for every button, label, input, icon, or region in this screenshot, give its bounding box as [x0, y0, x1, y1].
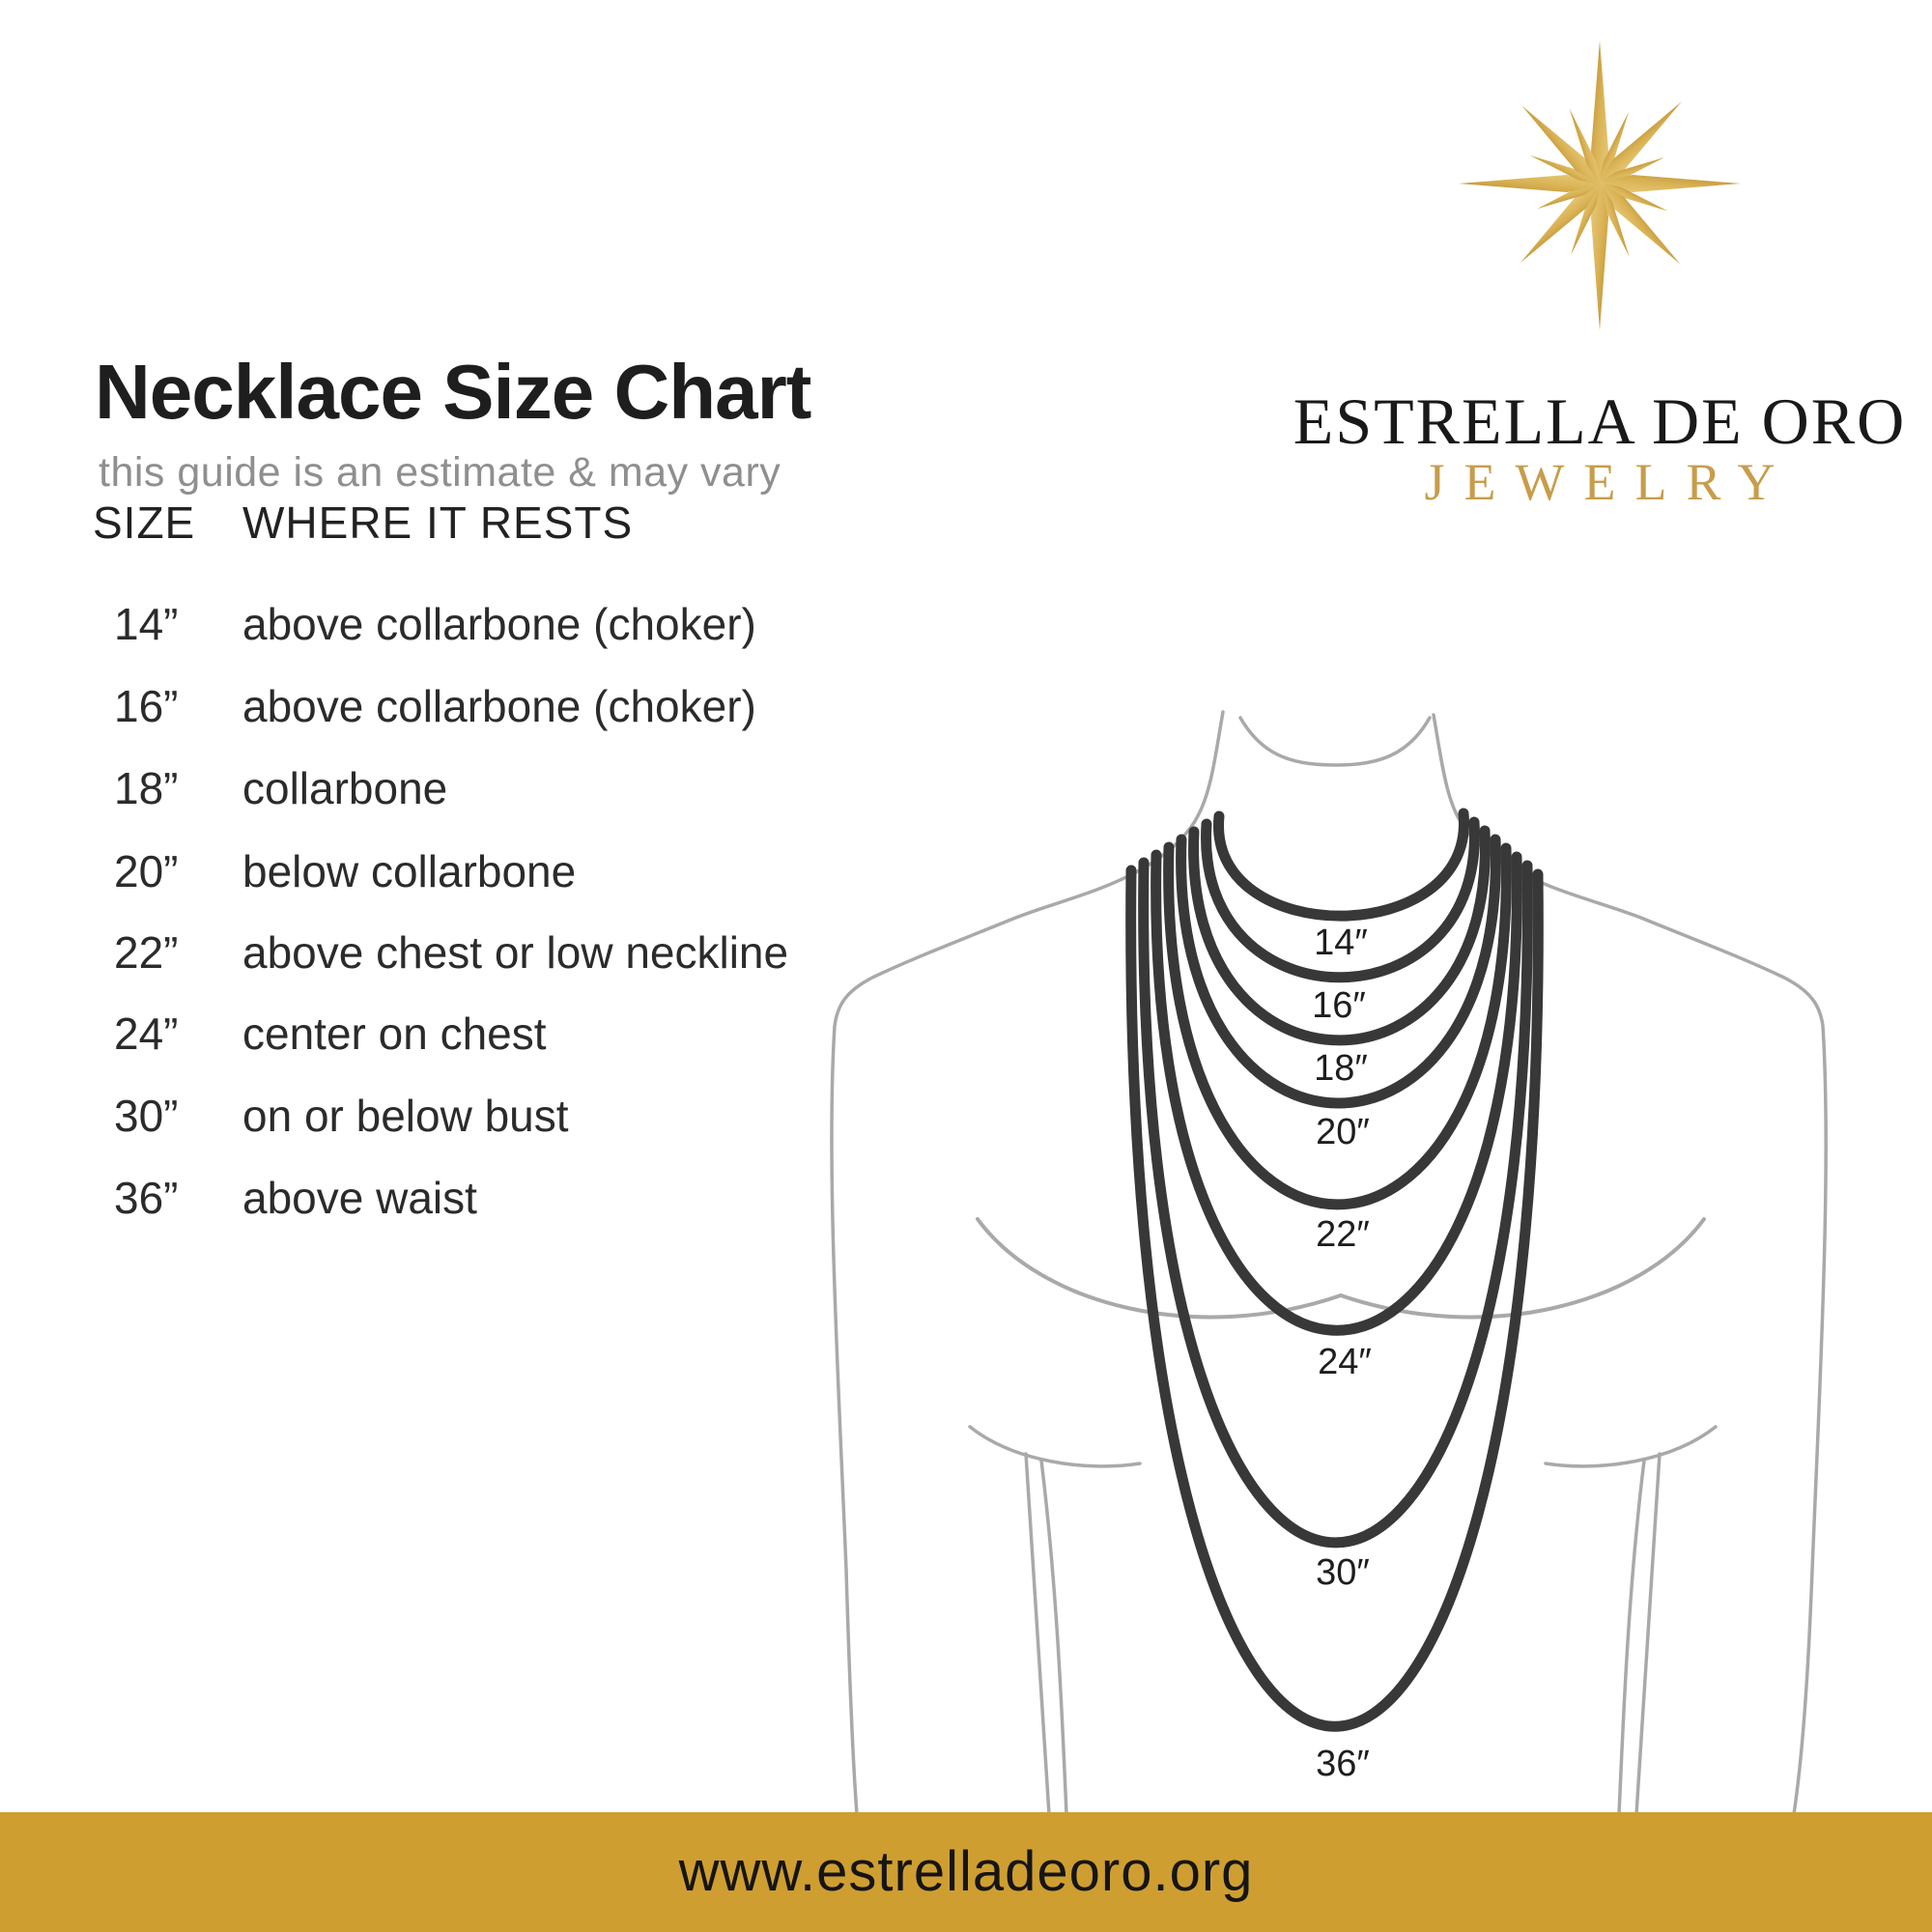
size-value: 16”	[114, 681, 179, 731]
rest-value: above chest or low neckline	[242, 927, 789, 978]
rest-value: above waist	[242, 1173, 477, 1223]
necklace-label-24: 24″	[1318, 1342, 1372, 1382]
rest-value: above collarbone (choker)	[242, 599, 756, 649]
brand-name: ESTRELLA DE ORO	[1293, 384, 1907, 458]
necklace-label-30: 30″	[1316, 1552, 1370, 1593]
necklace-loop-14	[1218, 813, 1463, 916]
size-value: 14”	[114, 599, 179, 649]
necklace-label-14: 14″	[1314, 923, 1368, 963]
table-header-size: SIZE	[93, 497, 196, 548]
website-url: www.estrelladeoro.org	[678, 1840, 1254, 1903]
rest-value: center on chest	[242, 1009, 547, 1059]
size-value: 24”	[114, 1009, 179, 1059]
size-value: 30”	[114, 1091, 179, 1141]
necklace-label-20: 20″	[1316, 1112, 1370, 1152]
size-value: 20”	[114, 846, 179, 896]
rest-value: on or below bust	[242, 1091, 569, 1141]
starburst-icon	[1459, 41, 1741, 330]
necklace-label-22: 22″	[1316, 1214, 1370, 1255]
necklace-label-18: 18″	[1314, 1048, 1368, 1089]
table-header-rest: WHERE IT RESTS	[242, 497, 634, 548]
size-value: 36”	[114, 1173, 179, 1223]
size-value: 22”	[114, 927, 179, 978]
brand-tagline: JEWELRY	[1424, 453, 1795, 511]
page-title: Necklace Size Chart	[95, 349, 811, 435]
mannequin-outline	[832, 712, 1826, 1814]
rest-value: above collarbone (choker)	[242, 681, 756, 731]
necklace-label-16: 16″	[1312, 985, 1366, 1026]
rest-value: collarbone	[242, 763, 448, 813]
necklace-label-36: 36″	[1316, 1744, 1370, 1784]
size-value: 18”	[114, 763, 179, 813]
page-subtitle: this guide is an estimate & may vary	[99, 449, 781, 496]
rest-value: below collarbone	[242, 846, 577, 896]
